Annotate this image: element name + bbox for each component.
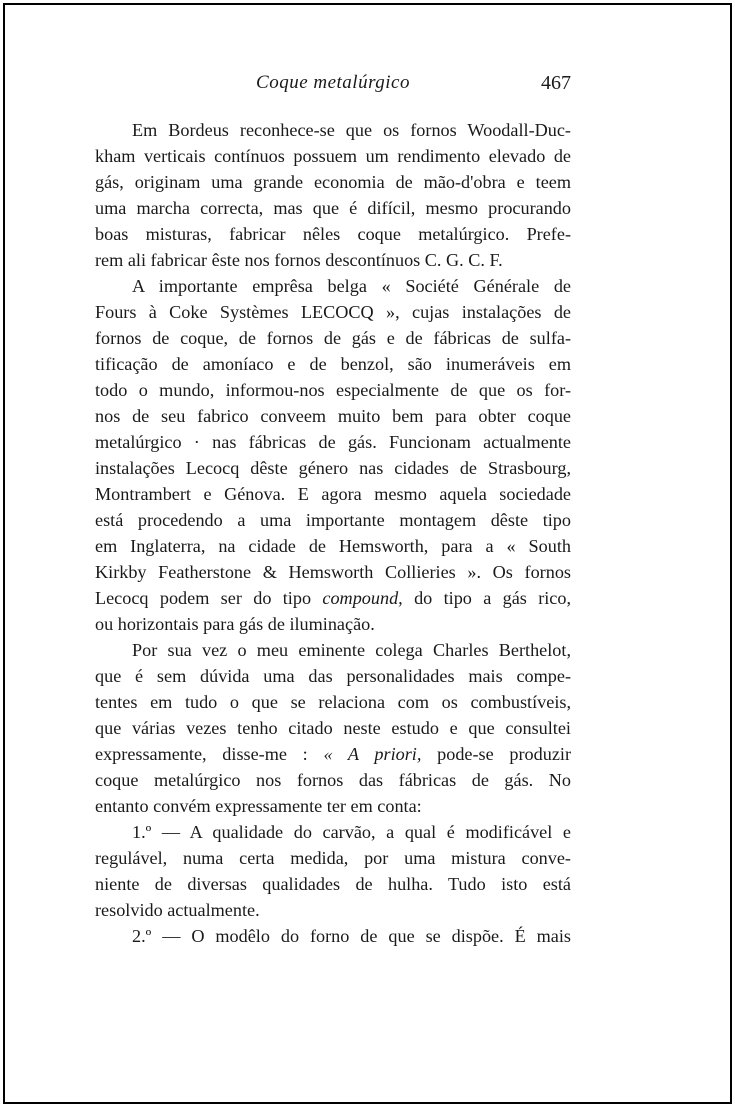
text-line: que várias vezes tenho citado neste estudo e que consultei xyxy=(95,718,571,738)
text-line: boas misturas, fabricar nêles coque metalúrgico. Prefe- xyxy=(95,224,571,244)
text-line: fornos de coque, de fornos de gás e de fábricas de sulfa- xyxy=(95,328,571,348)
text-line: Por sua vez o meu eminente colega Charles Berthelot, xyxy=(132,640,571,660)
text-line: 2.º — O modêlo do forno de que se dispõe. É mais xyxy=(132,926,571,946)
text-line: todo o mundo, informou-nos especialmente de que os for- xyxy=(95,380,571,400)
text-line xyxy=(95,585,571,611)
text-line xyxy=(95,741,571,767)
text-line: metalúrgico · nas fábricas de gás. Funcionam actualmente xyxy=(95,432,571,452)
text-line: Montrambert e Génova. E agora mesmo aquela sociedade xyxy=(95,484,571,504)
text-line: ou horizontais para gás de iluminação. xyxy=(95,614,375,634)
text-line: tentes em tudo o que se relaciona com os combustíveis, xyxy=(95,692,571,712)
text-line: kham verticais contínuos possuem um rendimento elevado de xyxy=(95,146,571,166)
text-line: uma marcha correcta, mas que é difícil, mesmo procurando xyxy=(95,198,571,218)
text-segment: expressamente, disse-me : xyxy=(95,744,308,764)
text-line: resolvido actualmente. xyxy=(95,900,260,920)
text-line: gás, originam uma grande economia de mão-d'obra e teem xyxy=(95,172,571,192)
text-line: Em Bordeus reconhece-se que os fornos Woodall-Duc- xyxy=(132,120,571,140)
text-line: rem ali fabricar êste nos fornos descontínuos C. G. C. F. xyxy=(95,250,503,270)
text-line: Kirkby Featherstone & Hemsworth Collieries ». Os fornos xyxy=(95,562,571,582)
text-line: niente de diversas qualidades de hulha. Tudo isto está xyxy=(95,874,571,894)
text-line: instalações Lecocq dêste género nas cidades de Strasbourg, xyxy=(95,458,571,478)
running-title: Coque metalúrgico xyxy=(256,72,410,93)
text-line: entanto convém expressamente ter em conta: xyxy=(95,796,422,816)
text-line: está procedendo a uma importante montagem dêste tipo xyxy=(95,510,571,530)
running-head xyxy=(95,72,571,102)
text-segment: pode-se produzir xyxy=(437,744,572,764)
italic-term: « A priori, xyxy=(323,744,422,764)
page-number: 467 xyxy=(541,72,571,94)
text-line: que é sem dúvida uma das personalidades mais compe- xyxy=(95,666,571,686)
text-line: nos de seu fabrico conveem muito bem para obter coque xyxy=(95,406,571,426)
text-line: em Inglaterra, na cidade de Hemsworth, para a « South xyxy=(95,536,571,556)
text-line: coque metalúrgico nos fornos das fábricas de gás. No xyxy=(95,770,571,790)
text-line: tificação de amoníaco e de benzol, são inumeráveis em xyxy=(95,354,571,374)
text-segment: Lecocq podem ser do tipo xyxy=(95,588,312,608)
body-text xyxy=(95,117,571,949)
text-line: regulável, numa certa medida, por uma mistura conve- xyxy=(95,848,571,868)
text-line: Fours à Coke Systèmes LECOCQ », cujas instalações de xyxy=(95,302,571,322)
text-line: A importante emprêsa belga « Société Générale de xyxy=(132,276,571,296)
text-segment: do tipo a gás rico, xyxy=(414,588,572,608)
text-line: 1.º — A qualidade do carvão, a qual é modificável e xyxy=(132,822,571,842)
italic-term: compound, xyxy=(322,588,403,608)
